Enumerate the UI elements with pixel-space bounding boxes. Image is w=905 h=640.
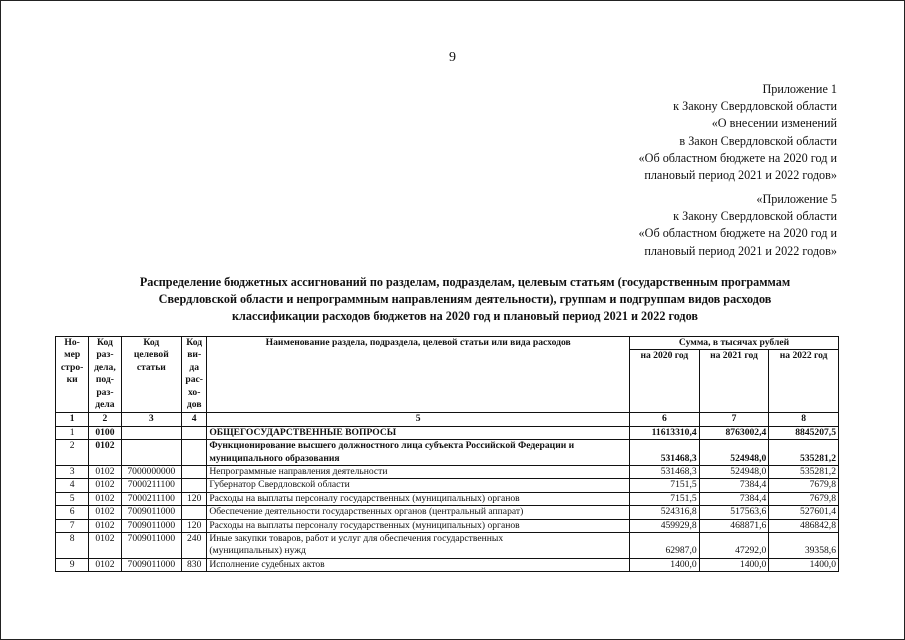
amount-2022: 527601,4 [769, 506, 839, 519]
amount-2020: 62987,0 [630, 533, 700, 559]
amount-2020: 1400,0 [630, 558, 700, 571]
row-number: 9 [56, 558, 89, 571]
amount-2021: 1400,0 [699, 558, 769, 571]
table-row [56, 558, 839, 571]
amount-2020: 531468,3 [630, 466, 700, 479]
amount-2022: 486842,8 [769, 519, 839, 532]
expense-type-code [182, 440, 207, 466]
item-name: Непрограммные направления деятельности [207, 466, 630, 479]
item-name: Обеспечение деятельности государственных органов (центральный аппарат) [207, 506, 630, 519]
table-row [56, 519, 839, 532]
target-code [121, 426, 182, 439]
table-row [56, 533, 839, 559]
budget-allocation-table [55, 336, 839, 572]
row-number: 8 [56, 533, 89, 559]
item-name: Расходы на выплаты персоналу государственных (муниципальных) органов [207, 519, 630, 532]
table-row [56, 440, 839, 466]
amount-2022: 8845207,5 [769, 426, 839, 439]
appendix-1-line: «Об областном бюджете на 2020 год и [638, 150, 837, 165]
item-name: ОБЩЕГОСУДАРСТВЕННЫЕ ВОПРОСЫ [207, 426, 630, 439]
section-code: 0102 [89, 466, 121, 479]
header-row-top [56, 337, 839, 350]
amount-2022: 1400,0 [769, 558, 839, 571]
header-year-2022: на 2022 год [769, 350, 839, 413]
row-number: 1 [56, 426, 89, 439]
expense-type-code [182, 506, 207, 519]
row-number: 7 [56, 519, 89, 532]
item-name: Иные закупки товаров, работ и услуг для обеспечения государственных (муниципальных) нужд [207, 533, 630, 559]
title-line: классификации расходов бюджетов на 2020 год и плановый период 2021 и 2022 годов [232, 308, 698, 323]
appendix-1-line: «О внесении изменений [711, 116, 837, 131]
amount-2020: 459929,8 [630, 519, 700, 532]
header-sum: Сумма, в тысячах рублей [630, 337, 839, 350]
column-number: 4 [182, 413, 207, 426]
column-number: 1 [56, 413, 89, 426]
row-number: 6 [56, 506, 89, 519]
target-code [121, 440, 182, 466]
amount-2021: 7384,4 [699, 492, 769, 505]
item-name: Расходы на выплаты персоналу государственных (муниципальных) органов [207, 492, 630, 505]
header-name: Наименование раздела, подраздела, целевой статьи или вида расходов [207, 337, 630, 413]
expense-type-code [182, 479, 207, 492]
table-row [56, 426, 839, 439]
expense-type-code: 240 [182, 533, 207, 559]
amount-2020: 7151,5 [630, 492, 700, 505]
amount-2021: 524948,0 [699, 440, 769, 466]
column-number: 2 [89, 413, 121, 426]
document-title [70, 274, 860, 324]
item-name: Губернатор Свердловской области [207, 479, 630, 492]
item-name: Функционирование высшего должностного лица субъекта Российской Федерации и муниципального образования [207, 440, 630, 466]
column-number: 7 [699, 413, 769, 426]
section-code: 0102 [89, 533, 121, 559]
page-number: 9 [449, 50, 456, 65]
row-number: 4 [56, 479, 89, 492]
target-code: 7009011000 [121, 558, 182, 571]
amount-2022: 535281,2 [769, 440, 839, 466]
amount-2022: 7679,8 [769, 492, 839, 505]
target-code: 7000211100 [121, 479, 182, 492]
amount-2021: 468871,6 [699, 519, 769, 532]
appendix-5-line: «Об областном бюджете на 2020 год и [638, 226, 837, 241]
column-number: 6 [630, 413, 700, 426]
column-number: 8 [769, 413, 839, 426]
expense-type-code: 120 [182, 519, 207, 532]
amount-2021: 47292,0 [699, 533, 769, 559]
amount-2021: 7384,4 [699, 479, 769, 492]
target-code: 7000000000 [121, 466, 182, 479]
column-number-row [56, 413, 839, 426]
header-row-number: Но- мер стро- ки [56, 337, 89, 413]
appendix-5-line: плановый период 2021 и 2022 годов» [644, 243, 837, 258]
target-code: 7009011000 [121, 519, 182, 532]
header-year-2021: на 2021 год [699, 350, 769, 413]
table-row [56, 479, 839, 492]
expense-type-code [182, 426, 207, 439]
amount-2022: 7679,8 [769, 479, 839, 492]
amount-2021: 524948,0 [699, 466, 769, 479]
section-code: 0102 [89, 440, 121, 466]
title-line: Распределение бюджетных ассигнований по разделам, подразделам, целевым статьям (государственным программам [139, 275, 791, 289]
section-code: 0100 [89, 426, 121, 439]
target-code: 7000211100 [121, 492, 182, 505]
header-expense-type-code: Код ви- да рас- хо- дов [182, 337, 207, 413]
appendix-1-line: плановый период 2021 и 2022 годов» [644, 168, 837, 183]
amount-2022: 39358,6 [769, 533, 839, 559]
amount-2020: 531468,3 [630, 440, 700, 466]
appendix-1-heading [639, 81, 837, 184]
row-number: 5 [56, 492, 89, 505]
column-number: 5 [207, 413, 630, 426]
appendix-5-line: «Приложение 5 [756, 192, 837, 206]
table-row [56, 506, 839, 519]
amount-2022: 535281,2 [769, 466, 839, 479]
section-code: 0102 [89, 519, 121, 532]
amount-2020: 7151,5 [630, 479, 700, 492]
title-line: Свердловской области и непрограммным направлениям деятельности), группам и подгруппам видов расходов [158, 291, 772, 306]
item-name: Исполнение судебных актов [207, 558, 630, 571]
appendix-1-line: в Закон Свердловской области [679, 133, 837, 148]
header-target-code: Код целевой статьи [121, 337, 182, 413]
section-code: 0102 [89, 492, 121, 505]
row-number: 3 [56, 466, 89, 479]
appendix-1-line: Приложение 1 [762, 82, 837, 96]
amount-2020: 11613310,4 [630, 426, 700, 439]
expense-type-code [182, 466, 207, 479]
amount-2020: 524316,8 [630, 506, 700, 519]
appendix-1-line: к Закону Свердловской области [673, 99, 837, 114]
header-section-code: Код раз- дела, под- раз- дела [89, 337, 121, 413]
row-number: 2 [56, 440, 89, 466]
target-code: 7009011000 [121, 533, 182, 559]
appendix-5-heading [639, 191, 837, 260]
appendix-5-line: к Закону Свердловской области [673, 209, 837, 224]
expense-type-code: 830 [182, 558, 207, 571]
section-code: 0102 [89, 506, 121, 519]
amount-2021: 517563,6 [699, 506, 769, 519]
expense-type-code: 120 [182, 492, 207, 505]
target-code: 7009011000 [121, 506, 182, 519]
table-row [56, 492, 839, 505]
section-code: 0102 [89, 479, 121, 492]
column-number: 3 [121, 413, 182, 426]
section-code: 0102 [89, 558, 121, 571]
table-row [56, 466, 839, 479]
amount-2021: 8763002,4 [699, 426, 769, 439]
header-year-2020: на 2020 год [630, 350, 700, 413]
